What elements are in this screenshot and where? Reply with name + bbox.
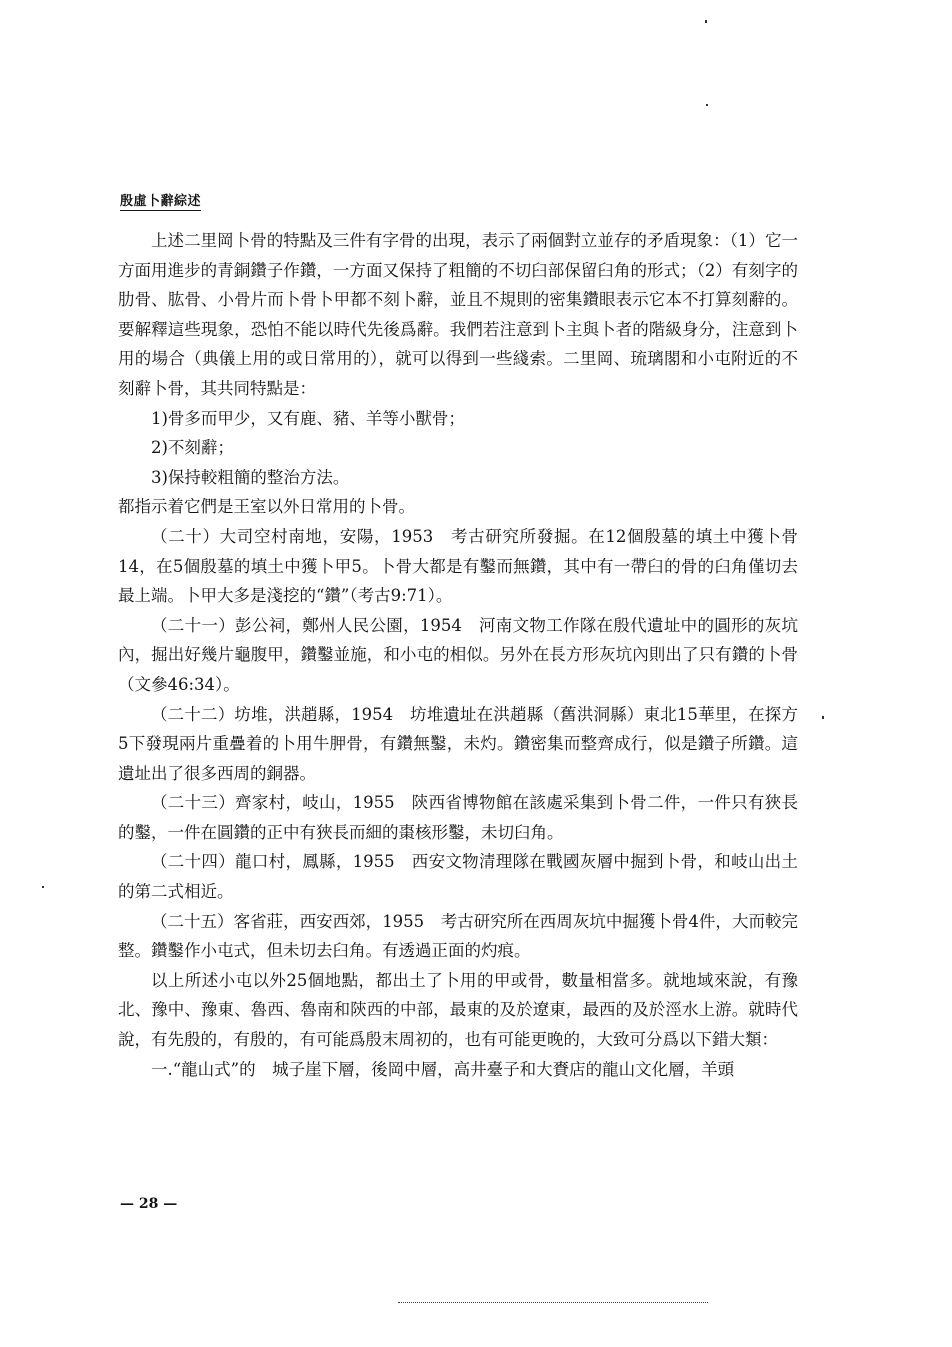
list-item: 1)骨多而甲少，又有鹿、豬、羊等小獸骨；	[151, 408, 465, 428]
scan-artifact-line	[398, 1302, 708, 1303]
paragraph: （二十）大司空村南地，安陽，1953 考古研究所發掘。在12個殷墓的填土中獲卜骨14，在5個殷墓的填土中獲卜甲5。卜骨大都是有鑿而無鑽，其中有一帶臼的骨的臼角僅切去最上端。卜甲大多是淺挖的“鑽”（考古9:71）。	[118, 526, 798, 606]
list-item: 3)保持較粗簡的整治方法。	[151, 467, 350, 487]
running-header: 殷虛卜辭綜述	[120, 190, 201, 211]
paragraph: （二十四）龍口村，鳳縣，1955 西安文物清理隊在戰國灰層中掘到卜骨，和岐山出土的第二式相近。	[118, 852, 798, 902]
body-text	[118, 226, 798, 1084]
paragraph: 以上所述小屯以外25個地點，都出土了卜用的甲或骨，數量相當多。就地域來說，有豫北、豫中、豫東、魯西、魯南和陝西的中部，最東的及於遼東，最西的及於涇水上游。就時代說，有先殷的，有殷的，有可能爲殷末周初的，也有可能更晚的，大致可分爲以下錯大類：	[118, 970, 798, 1050]
scan-speck	[822, 716, 824, 719]
paragraph: 上述二里岡卜骨的特點及三件有字骨的出現，表示了兩個對立並存的矛盾現象：（1）它一方面用進步的青銅鑽子作鑽，一方面又保持了粗簡的不切臼部保留臼角的形式；（2）有刻字的肋骨、肱骨、小骨片而卜骨卜甲都不刻卜辭，並且不規則的密集鑽眼表示它本不打算刻辭的。要解釋這些現象，恐怕不能以時代先後爲辭。我們若注意到卜主與卜者的階級身分，注意到卜用的場合（典儀上用的或日常用的），就可以得到一些綫索。二里岡、琉璃閣和小屯附近的不刻辭卜骨，其共同特點是：	[118, 231, 798, 398]
scan-speck	[42, 886, 44, 888]
paragraph: （二十一）彭公祠，鄭州人民公園，1954 河南文物工作隊在殷代遺址中的圓形的灰坑內，掘出好幾片龜腹甲，鑽鑿並施，和小屯的相似。另外在長方形灰坑內則出了只有鑽的卜骨（文參46:34）。	[118, 615, 798, 694]
scan-speck	[706, 104, 708, 106]
scan-speck	[705, 20, 707, 23]
paragraph: （二十三）齊家村，岐山，1955 陝西省博物館在該處采集到卜骨二件，一件只有狹長的鑿，一件在圓鑽的正中有狹長而細的棗核形鑿，未切臼角。	[118, 793, 798, 842]
page-number: — 28 —	[120, 1196, 178, 1212]
paragraph: 都指示着它們是王室以外日常用的卜骨。	[118, 497, 415, 517]
paragraph: 一.“龍山式”的 城子崖下層，後岡中層，高井臺子和大賚店的龍山文化層，羊頭	[151, 1059, 735, 1079]
paragraph: （二十五）客省莊，西安西郊，1955 考古研究所在西周灰坑中掘獲卜骨4件，大而較完整。鑽鑿作小屯式，但未切去臼角。有透過正面的灼痕。	[118, 911, 798, 961]
list-item: 2)不刻辭；	[151, 438, 234, 458]
paragraph: （二十二）坊堆，洪趙縣，1954 坊堆遺址在洪趙縣（舊洪洞縣）東北15華里，在探方5下發現兩片重疊着的卜用牛胛骨，有鑽無鑿，未灼。鑽密集而整齊成行，似是鑽子所鑽。這遺址出了很多西周的銅器。	[118, 704, 798, 783]
